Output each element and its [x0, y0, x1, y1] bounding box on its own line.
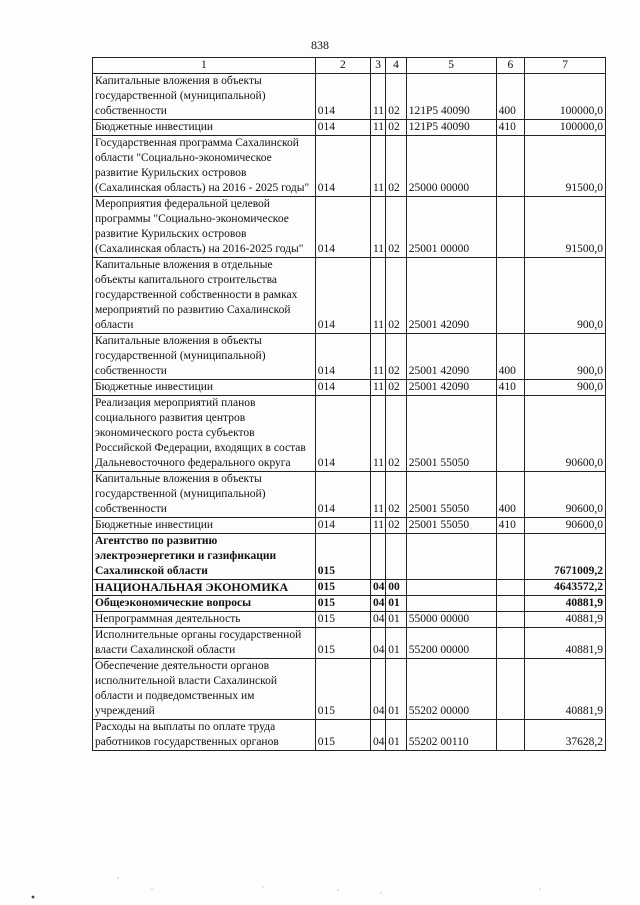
cell-expense-type — [496, 258, 525, 334]
cell-admin-code: 015 — [315, 596, 370, 612]
cell-expense-type: 400 — [496, 74, 525, 120]
row-label: Общеэкономические вопросы — [93, 596, 316, 612]
table-row — [93, 334, 606, 380]
cell-expense-type — [496, 197, 525, 258]
row-label: НАЦИОНАЛЬНАЯ ЭКОНОМИКА — [93, 580, 316, 596]
cell-expense-type — [496, 136, 525, 197]
row-label: Капитальные вложения в объекты государственной (муниципальной) собственности — [93, 334, 316, 380]
cell-subsection: 01 — [386, 628, 406, 659]
table-row — [93, 720, 606, 751]
cell-expense-type: 400 — [496, 334, 525, 380]
table-row — [93, 534, 606, 580]
cell-section: 04 — [370, 596, 385, 612]
column-header: 5 — [406, 58, 496, 74]
cell-target-article — [406, 596, 496, 612]
cell-target-article: 25001 42090 — [406, 334, 496, 380]
row-label: Государственная программа Сахалинской области "Социально-экономическое развитие Курильских островов (Сахалинская область) на 2016 - 2025 годы" — [93, 136, 316, 197]
cell-amount: 900,0 — [525, 334, 606, 380]
cell-admin-code: 014 — [315, 136, 370, 197]
cell-admin-code: 014 — [315, 120, 370, 136]
table-row — [93, 472, 606, 518]
column-header: 3 — [370, 58, 385, 74]
cell-amount: 4643572,2 — [525, 580, 606, 596]
page-number: 838 — [311, 38, 329, 52]
cell-amount: 40881,9 — [525, 596, 606, 612]
column-header: 6 — [496, 58, 525, 74]
cell-section: 04 — [370, 580, 385, 596]
cell-admin-code: 014 — [315, 472, 370, 518]
row-label: Капитальные вложения в объекты государственной (муниципальной) собственности — [93, 74, 316, 120]
table-row — [93, 380, 606, 396]
column-header: 4 — [386, 58, 406, 74]
cell-amount: 40881,9 — [525, 612, 606, 628]
cell-subsection: 02 — [386, 396, 406, 472]
cell-section: 11 — [370, 334, 385, 380]
cell-expense-type: 410 — [496, 380, 525, 396]
cell-section: 11 — [370, 258, 385, 334]
cell-subsection: 01 — [386, 659, 406, 720]
cell-subsection: 01 — [386, 612, 406, 628]
cell-section: 04 — [370, 628, 385, 659]
cell-amount: 37628,2 — [525, 720, 606, 751]
cell-amount: 90600,0 — [525, 472, 606, 518]
cell-subsection: 00 — [386, 580, 406, 596]
cell-target-article: 25001 42090 — [406, 258, 496, 334]
row-label: Расходы на выплаты по оплате труда работников государственных органов — [93, 720, 316, 751]
cell-section: 11 — [370, 396, 385, 472]
cell-subsection: 01 — [386, 720, 406, 751]
table-row — [93, 612, 606, 628]
cell-expense-type: 410 — [496, 518, 525, 534]
row-label: Обеспечение деятельности органов исполнительной власти Сахалинской области и подведомственных им учреждений — [93, 659, 316, 720]
row-label: Бюджетные инвестиции — [93, 380, 316, 396]
row-label: Капитальные вложения в объекты государственной (муниципальной) собственности — [93, 472, 316, 518]
cell-target-article: 121P5 40090 — [406, 74, 496, 120]
cell-expense-type: 400 — [496, 472, 525, 518]
cell-target-article — [406, 534, 496, 580]
table-header-row — [93, 58, 606, 74]
cell-amount: 40881,9 — [525, 659, 606, 720]
cell-admin-code: 015 — [315, 580, 370, 596]
cell-admin-code: 014 — [315, 258, 370, 334]
cell-target-article: 55202 00000 — [406, 659, 496, 720]
table-row — [93, 197, 606, 258]
cell-section: 11 — [370, 472, 385, 518]
cell-amount: 90600,0 — [525, 518, 606, 534]
cell-section: 11 — [370, 518, 385, 534]
cell-admin-code: 015 — [315, 659, 370, 720]
cell-subsection — [386, 534, 406, 580]
cell-subsection: 02 — [386, 197, 406, 258]
cell-expense-type — [496, 720, 525, 751]
cell-target-article: 25001 55050 — [406, 518, 496, 534]
cell-amount: 91500,0 — [525, 136, 606, 197]
row-label: Исполнительные органы государственной власти Сахалинской области — [93, 628, 316, 659]
cell-section — [370, 534, 385, 580]
cell-amount: 900,0 — [525, 380, 606, 396]
cell-amount: 900,0 — [525, 258, 606, 334]
cell-amount: 7671009,2 — [525, 534, 606, 580]
cell-subsection: 02 — [386, 136, 406, 197]
table-row — [93, 396, 606, 472]
cell-target-article: 25001 55050 — [406, 472, 496, 518]
table-row — [93, 628, 606, 659]
cell-target-article: 25001 55050 — [406, 396, 496, 472]
cell-target-article: 55200 00000 — [406, 628, 496, 659]
cell-subsection: 02 — [386, 120, 406, 136]
cell-expense-type — [496, 596, 525, 612]
cell-subsection: 02 — [386, 334, 406, 380]
cell-section: 04 — [370, 612, 385, 628]
cell-target-article: 121P5 40090 — [406, 120, 496, 136]
cell-expense-type — [496, 396, 525, 472]
cell-subsection: 02 — [386, 74, 406, 120]
column-header: 2 — [315, 58, 370, 74]
cell-admin-code: 014 — [315, 334, 370, 380]
row-label: Бюджетные инвестиции — [93, 518, 316, 534]
table-row — [93, 120, 606, 136]
cell-admin-code: 015 — [315, 720, 370, 751]
cell-target-article: 55000 00000 — [406, 612, 496, 628]
row-label: Бюджетные инвестиции — [93, 120, 316, 136]
cell-target-article — [406, 580, 496, 596]
table-row — [93, 136, 606, 197]
table-row — [93, 518, 606, 534]
cell-admin-code: 014 — [315, 396, 370, 472]
cell-amount: 100000,0 — [525, 120, 606, 136]
table-row — [93, 596, 606, 612]
cell-section: 04 — [370, 720, 385, 751]
cell-target-article: 55202 00110 — [406, 720, 496, 751]
cell-expense-type — [496, 612, 525, 628]
cell-amount: 40881,9 — [525, 628, 606, 659]
table-row — [93, 580, 606, 596]
cell-subsection: 01 — [386, 596, 406, 612]
row-label: Мероприятия федеральной целевой программы "Социально-экономическое развитие Курильских островов (Сахалинская область) на 2016-2025 годы" — [93, 197, 316, 258]
cell-admin-code: 015 — [315, 628, 370, 659]
budget-table — [92, 57, 606, 751]
cell-admin-code: 014 — [315, 197, 370, 258]
table-row — [93, 659, 606, 720]
row-label: Капитальные вложения в отдельные объекты капитального строительства государственной собственности в рамках мероприятий по развитию Сахалинской области — [93, 258, 316, 334]
cell-section: 11 — [370, 380, 385, 396]
cell-expense-type — [496, 659, 525, 720]
cell-amount: 90600,0 — [525, 396, 606, 472]
column-header: 1 — [93, 58, 316, 74]
cell-target-article: 25001 00000 — [406, 197, 496, 258]
row-label: Агентство по развитию электроэнергетики и газификации Сахалинской области — [93, 534, 316, 580]
cell-expense-type — [496, 580, 525, 596]
cell-admin-code: 014 — [315, 380, 370, 396]
cell-subsection: 02 — [386, 472, 406, 518]
cell-section: 11 — [370, 136, 385, 197]
cell-target-article: 25000 00000 — [406, 136, 496, 197]
cell-expense-type — [496, 628, 525, 659]
cell-admin-code: 014 — [315, 518, 370, 534]
cell-section: 11 — [370, 120, 385, 136]
cell-admin-code: 015 — [315, 612, 370, 628]
cell-expense-type: 410 — [496, 120, 525, 136]
cell-target-article: 25001 42090 — [406, 380, 496, 396]
cell-admin-code: 015 — [315, 534, 370, 580]
cell-section: 11 — [370, 74, 385, 120]
cell-section: 11 — [370, 197, 385, 258]
row-label: Реализация мероприятий планов социального развития центров экономического роста субъектов Российской Федерации, входящих в состав Дальневосточного федерального округа — [93, 396, 316, 472]
column-header: 7 — [525, 58, 606, 74]
cell-amount: 91500,0 — [525, 197, 606, 258]
row-label: Непрограммная деятельность — [93, 612, 316, 628]
cell-admin-code: 014 — [315, 74, 370, 120]
cell-section: 04 — [370, 659, 385, 720]
table-row — [93, 74, 606, 120]
cell-subsection: 02 — [386, 258, 406, 334]
table-row — [93, 258, 606, 334]
cell-amount: 100000,0 — [525, 74, 606, 120]
cell-subsection: 02 — [386, 380, 406, 396]
cell-expense-type — [496, 534, 525, 580]
cell-subsection: 02 — [386, 518, 406, 534]
